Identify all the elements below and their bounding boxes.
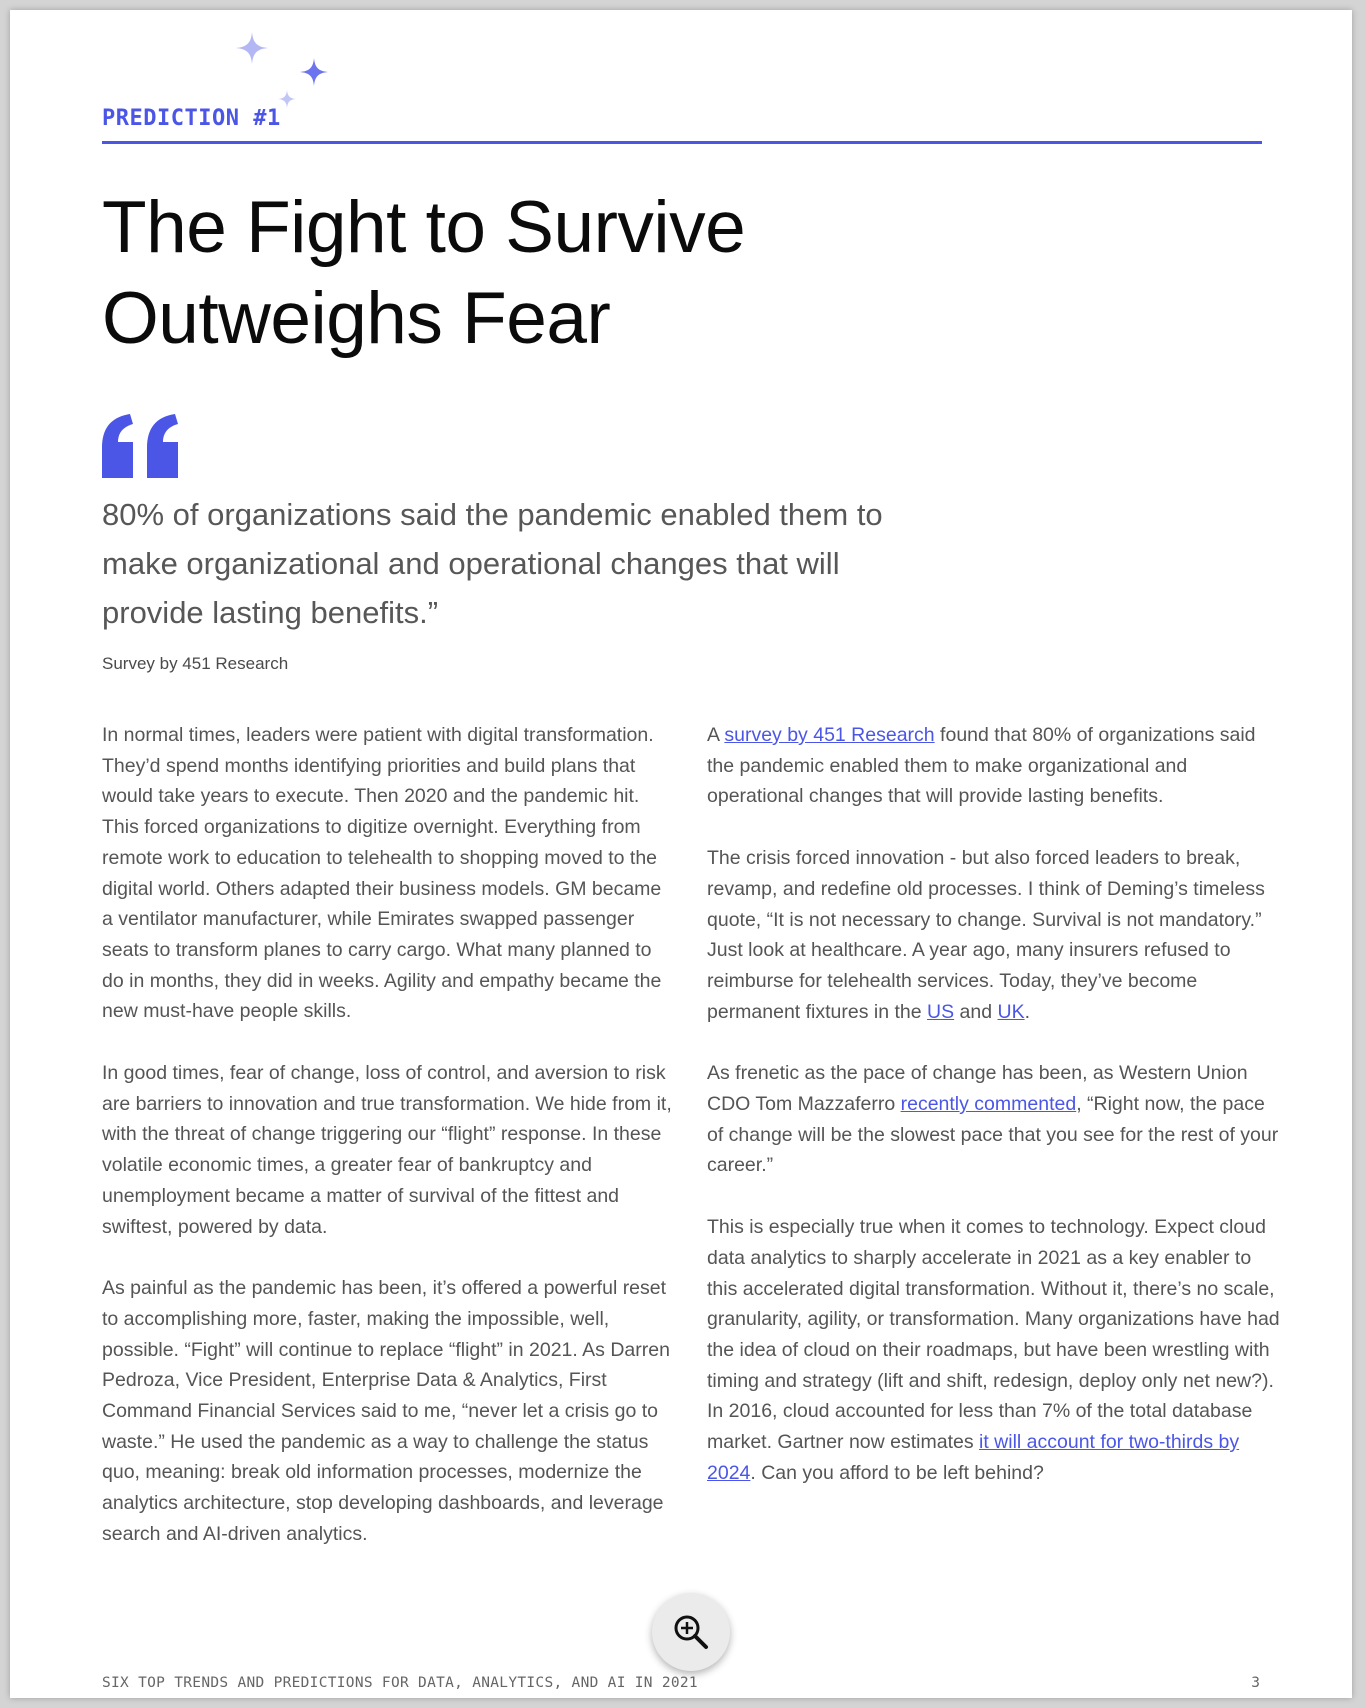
page-title xyxy=(102,182,1002,364)
quote-source: Survey by 451 Research xyxy=(102,654,289,673)
document-page xyxy=(10,10,1352,1698)
page-number: 3 xyxy=(1251,1675,1260,1691)
left-column xyxy=(102,720,672,1581)
prediction-label: PREDICTION #1 xyxy=(102,106,281,131)
sparkle-icon xyxy=(300,58,328,86)
right-column xyxy=(707,720,1282,1519)
uk-link[interactable]: UK xyxy=(997,1000,1025,1023)
header-divider xyxy=(102,141,1262,144)
quote-mark-icon xyxy=(102,414,180,478)
footer-text: SIX TOP TRENDS AND PREDICTIONS FOR DATA, ANALYTICS, AND AI IN 2021 xyxy=(102,1675,698,1691)
sparkle-icon xyxy=(236,32,268,64)
paragraph: A survey by 451 Research found that 80% of organizations said the pandemic enabled them to make organizational and operational changes that will provide lasting benefits. xyxy=(707,724,1256,808)
paragraph: As painful as the pandemic has been, it’s offered a powerful reset to accomplishing more, faster, making the impossible, well, possible. “Fight” will continue to replace “flight” in 2021. As Darren Pedroza, Vice President, Enterprise Data & Analytics, First Command Financial Services said to me, “never let a crisis go to waste.” He used the pandemic as a way to challenge the status quo, meaning: break old information processes, modernize the analytics architecture, stop developing dashboards, and leverage search and AI-driven analytics. xyxy=(102,1277,670,1545)
paragraph: In good times, fear of change, loss of control, and aversion to risk are barriers to innovation and true transformation. We hide from it, with the threat of change triggering our “flight” response. In these volatile economic times, a greater fear of bankruptcy and unemployment became a matter of survival of the fittest and swiftest, powered by data. xyxy=(102,1062,672,1238)
sparkle-icon xyxy=(278,90,296,108)
recently-commented-link[interactable]: recently commented xyxy=(900,1093,1077,1116)
title-line-2: Outweighs Fear xyxy=(102,278,611,359)
gartner-estimate-link[interactable]: it will account for two-thirds by 2024 xyxy=(707,1431,1240,1484)
survey-link[interactable]: survey by 451 Research xyxy=(724,724,935,746)
zoom-in-icon xyxy=(673,1614,709,1650)
paragraph: As frenetic as the pace of change has been, as Western Union CDO Tom Mazzaferro recently commented, “Right now, the pace of change will be the slowest pace that you see for the rest of your career.” xyxy=(707,1062,1279,1177)
paragraph: This is especially true when it comes to technology. Expect cloud data analytics to sharply accelerate in 2021 as a key enabler to this accelerated digital transformation. Without it, there’s no scale, granularity, agility, or transformation. Many organizations have had the idea of cloud on their roadmaps, but have been wrestling with timing and strategy (lift and shift, redesign, deploy only net new?). In 2016, cloud accounted for less than 7% of the total database market. Gartner now estimates it will account for two-thirds by 2024. Can you afford to be left behind? xyxy=(707,1216,1280,1484)
paragraph: The crisis forced innovation - but also forced leaders to break, revamp, and redefine old processes. I think of Deming’s timeless quote, “It is not necessary to change. Survival is not mandatory.” Just look at healthcare. A year ago, many insurers refused to reimburse for telehealth services. Today, they’ve become permanent fixtures in the US and UK. xyxy=(707,847,1265,1023)
zoom-in-button[interactable] xyxy=(652,1593,730,1671)
pull-quote: 80% of organizations said the pandemic enabled them to make organizational and operational changes that will provide lasting benefits.” xyxy=(102,497,883,630)
us-link[interactable]: US xyxy=(927,1000,955,1023)
paragraph: In normal times, leaders were patient with digital transformation. They’d spend months identifying priorities and build plans that would take years to execute. Then 2020 and the pandemic hit. This forced organizations to digitize overnight. Everything from remote work to education to telehealth to shopping moved to the digital world. Others adapted their business models. GM became a ventilator manufacturer, while Emirates swapped passenger seats to transform planes to carry cargo. What many planned to do in months, they did in weeks. Agility and empathy became the new must-have people skills. xyxy=(102,724,662,1023)
title-line-1: The Fight to Survive xyxy=(102,187,746,268)
